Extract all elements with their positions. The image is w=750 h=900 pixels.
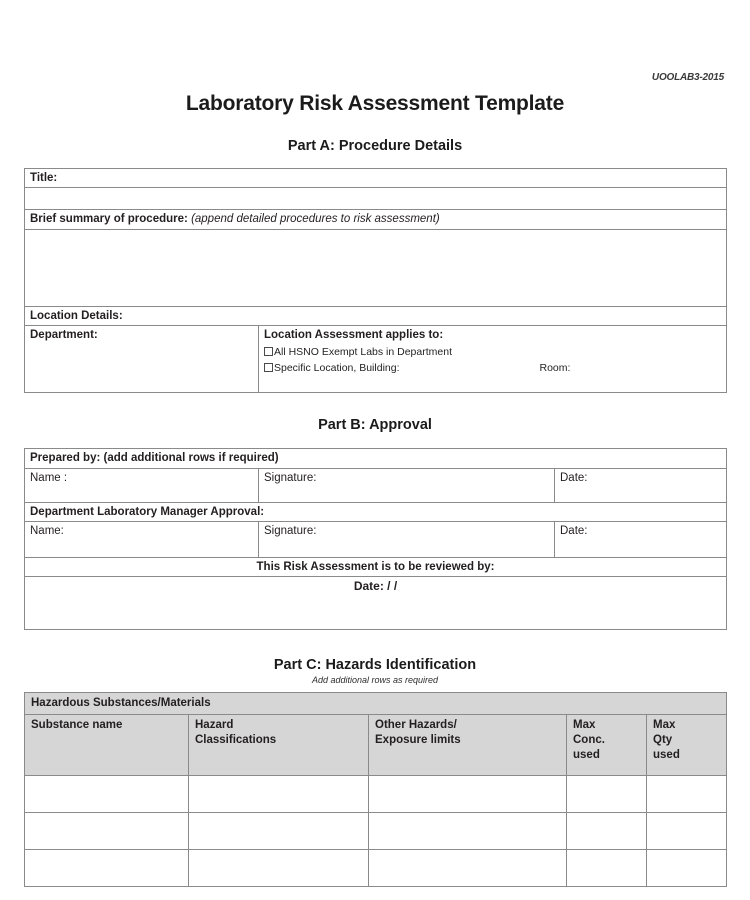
summary-input-row[interactable] <box>25 229 727 306</box>
department-label: Department: <box>30 329 98 342</box>
review-date-field[interactable]: Date: / / <box>25 577 727 630</box>
title-header-row <box>25 169 727 188</box>
column-header-hazard-classifications <box>189 715 369 776</box>
document-code: UOOLAB3-2015 <box>651 72 724 83</box>
location-details-label: Location Details: <box>25 306 727 325</box>
review-header-row <box>25 557 727 576</box>
table-row <box>25 813 727 850</box>
header-line: Substance name <box>31 719 123 732</box>
checkbox-icon[interactable] <box>264 347 273 356</box>
date-label-2: Date: <box>560 524 588 537</box>
signature-label-2: Signature: <box>264 524 317 537</box>
date-field-2[interactable] <box>555 521 727 557</box>
cell-other-hazards[interactable] <box>369 776 567 813</box>
prepared-by-header-row <box>25 449 727 468</box>
date-label-1: Date: <box>560 471 588 484</box>
checkbox-all-labs-row[interactable] <box>264 343 721 359</box>
cell-max-conc[interactable] <box>567 850 647 887</box>
checkbox-specific-location-row[interactable] <box>264 359 721 375</box>
manager-approval-header-row <box>25 502 727 521</box>
summary-label-cell <box>25 210 727 229</box>
review-label: This Risk Assessment is to be reviewed by: <box>25 557 727 576</box>
location-body-row <box>25 326 727 393</box>
checkbox-icon[interactable] <box>264 363 273 372</box>
name-label-1: Name : <box>30 471 68 484</box>
hazards-column-header-row <box>25 715 727 776</box>
cell-substance-name[interactable] <box>25 813 189 850</box>
page-title: Laboratory Risk Assessment Template <box>185 92 565 115</box>
column-header-other-hazards <box>369 715 567 776</box>
name-field-2[interactable] <box>25 521 259 557</box>
signature-field-1[interactable] <box>259 468 555 502</box>
cell-max-conc[interactable] <box>567 776 647 813</box>
table-row <box>25 776 727 813</box>
name-label-2: Name: <box>30 524 64 537</box>
hazards-table <box>24 692 727 887</box>
cell-substance-name[interactable] <box>25 850 189 887</box>
checkbox-all-labs-label: All HSNO Exempt Labs in Department <box>274 345 452 358</box>
cell-other-hazards[interactable] <box>369 813 567 850</box>
prepared-by-label: Prepared by: (add additional rows if required) <box>25 449 727 468</box>
cell-hazard-classifications[interactable] <box>189 813 369 850</box>
summary-input-field[interactable] <box>25 229 727 306</box>
hazards-title-row <box>25 693 727 715</box>
prepared-by-entry-row <box>25 468 727 502</box>
cell-substance-name[interactable] <box>25 776 189 813</box>
title-input-row[interactable] <box>25 188 727 210</box>
part-b-table <box>24 448 727 630</box>
checkbox-specific-label: Specific Location, Building: <box>274 361 400 374</box>
part-c-heading: Part C: Hazards Identification <box>273 657 477 674</box>
cell-max-qty[interactable] <box>647 813 727 850</box>
location-assessment-label: Location Assessment applies to: <box>264 329 444 342</box>
column-header-max-qty-used <box>647 715 727 776</box>
cell-max-conc[interactable] <box>567 813 647 850</box>
date-field-1[interactable] <box>555 468 727 502</box>
header-line: used <box>653 749 680 762</box>
table-row <box>25 850 727 887</box>
part-c-note: Add additional rows as required <box>311 675 439 686</box>
summary-label: Brief summary of procedure: <box>30 213 188 226</box>
summary-header-row <box>25 210 727 229</box>
room-label: Room: <box>539 361 571 374</box>
header-line: Classifications <box>195 734 277 747</box>
manager-approval-label: Department Laboratory Manager Approval: <box>25 502 727 521</box>
name-field-1[interactable] <box>25 468 259 502</box>
hazards-table-title: Hazardous Substances/Materials <box>25 693 727 715</box>
signature-field-2[interactable] <box>259 521 555 557</box>
cell-max-qty[interactable] <box>647 776 727 813</box>
part-a-heading: Part A: Procedure Details <box>287 138 463 154</box>
cell-max-qty[interactable] <box>647 850 727 887</box>
title-label: Title: <box>25 169 727 188</box>
header-line: Hazard <box>195 719 234 732</box>
header-line: Max <box>653 719 676 732</box>
manager-approval-entry-row <box>25 521 727 557</box>
review-date-row <box>25 577 727 630</box>
column-header-substance-name <box>25 715 189 776</box>
summary-note: (append detailed procedures to risk assessment) <box>191 213 440 226</box>
department-cell[interactable] <box>25 326 259 393</box>
cell-other-hazards[interactable] <box>369 850 567 887</box>
signature-label-1: Signature: <box>264 471 317 484</box>
header-line: Other Hazards/ <box>375 719 457 732</box>
header-line: Exposure limits <box>375 734 461 747</box>
column-header-max-conc-used <box>567 715 647 776</box>
title-input-field[interactable] <box>25 188 727 210</box>
header-line: Conc. <box>573 734 605 747</box>
cell-hazard-classifications[interactable] <box>189 776 369 813</box>
header-line: Qty <box>653 734 673 747</box>
part-b-heading: Part B: Approval <box>318 417 432 434</box>
location-header-row <box>25 306 727 325</box>
cell-hazard-classifications[interactable] <box>189 850 369 887</box>
part-a-table <box>24 168 727 393</box>
header-line: used <box>573 749 600 762</box>
location-assessment-cell <box>259 326 727 393</box>
header-line: Max <box>573 719 596 732</box>
